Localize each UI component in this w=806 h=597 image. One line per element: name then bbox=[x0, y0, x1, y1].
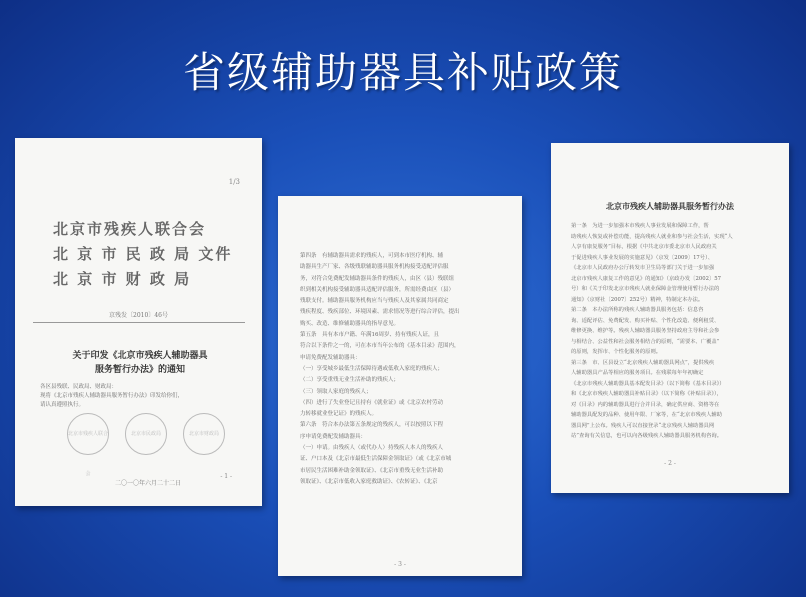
body-line: 力转移就业登记证》的残疾人。 bbox=[300, 411, 378, 418]
issue-date: 二〇一〇年六月二十二日 bbox=[115, 480, 182, 487]
body-line: 请认真遵照执行。 bbox=[40, 402, 85, 408]
body-line: 辅助器具配发的品种、使用年限、厂家等，在“北京市残疾人辅助 bbox=[571, 412, 723, 418]
body-line: 织到相关机构接受辅助器具适配评估服务，所需经费由区（县） bbox=[300, 286, 455, 293]
header-divider bbox=[33, 322, 245, 323]
body-line: 序申请免费配发辅助器具： bbox=[300, 433, 367, 440]
body-line: 各区县残联、民政局、财政局： bbox=[40, 384, 118, 390]
body-line: （四）进行了失业登记且持有《就业证》或《北京农村劳动 bbox=[300, 399, 444, 406]
body-line: （二）享受重残无业生活补助的残疾人； bbox=[300, 377, 400, 384]
document-number: 京残发〔2010〕46号 bbox=[109, 312, 168, 319]
body-line: （一）享受城乡最低生活保障待遇或低收入家庭的残疾人； bbox=[300, 365, 444, 372]
page-body bbox=[300, 251, 505, 488]
body-line: 符合以下条件之一的，可在本市当年公布的《基本目录》范围内， bbox=[300, 343, 460, 350]
body-line: 对《目录》内的辅助器具进行合并目录，确定供应商、资格等在 bbox=[571, 401, 720, 408]
body-line: 助器具生产厂家、各级残联辅助器具服务机构接受适配评估服 bbox=[300, 264, 449, 271]
slide-title: 省级辅助器具补贴政策 bbox=[182, 48, 623, 97]
body-line: 维修更换、维护等。残疾人辅助器具服务坚持政府主导和社会参 bbox=[571, 328, 720, 334]
body-line: 助残疾人恢复或补偿功能，提高残疾人就业和参与社会生活，实现“人 bbox=[571, 233, 733, 240]
body-line: 市居民生活困难补助金领取证》、《北京市重残无业生活补助 bbox=[300, 467, 444, 474]
body-line: 务，对符合免费配发辅助器具条件的残疾人，由区（县）残联组 bbox=[300, 275, 455, 282]
body-line: 器具网”上公布。残疾人可以直接登录“北京残疾人辅助器具网 bbox=[571, 422, 715, 429]
page-body bbox=[571, 221, 771, 442]
page-number: - 2 - bbox=[664, 460, 676, 467]
issuer-line-3: 北 京 市 财 政 局 bbox=[53, 270, 192, 288]
body-line: （一）申请。由残疾人（或代办人）持残疾人本人的残疾人 bbox=[300, 445, 444, 452]
body-line: 人享有康复服务”目标，根据《中共北京市委北京市人民政府关 bbox=[571, 244, 717, 250]
regulation-page-2 bbox=[551, 143, 789, 493]
notice-body bbox=[40, 383, 240, 410]
body-line: 于促进残疾人事业发展的实施意见》（京发〔2009〕17号）、 bbox=[571, 254, 714, 261]
regulation-title: 北京市残疾人辅助器具服务暂行办法 bbox=[606, 201, 734, 211]
body-line: 第一条 为进一步加强本市残疾人事业发展和保障工作，帮 bbox=[571, 223, 709, 229]
body-line: 的原则，发挥市、个性化服务的原则。 bbox=[571, 349, 662, 355]
notice-title-line-1: 关于印发《北京市残疾人辅助器具 bbox=[72, 351, 208, 361]
body-line: 第三条 市、区县设立“北京残疾人辅助器具网点”，提供残疾 bbox=[571, 359, 715, 366]
body-line: 第四条 有辅助器具需求的残疾人，可到本市医疗机构、辅 bbox=[300, 253, 444, 259]
page-number: - 3 - bbox=[394, 561, 406, 568]
notice-document-page bbox=[15, 138, 262, 506]
body-line: 与相结合、公益性和社会服务相结合的原则，“需要本、广覆盖” bbox=[571, 338, 720, 345]
body-line: 第五条 具有本市户籍、年满16周岁、持有残疾人证，且 bbox=[300, 332, 440, 339]
issuer-line-2: 北 京 市 民 政 局 文件 bbox=[53, 245, 233, 263]
page-number: - 1 - bbox=[220, 473, 232, 480]
body-line: 申请免费配发辅助器具： bbox=[300, 354, 361, 361]
official-seal: 北京市财政局 bbox=[183, 413, 225, 455]
body-line: 北京市残疾人康复工作的意见》的通知》（京政办发〔2002〕57 bbox=[571, 275, 721, 282]
body-line: 《北京市人民政府办公厅转发市卫生局等部门关于进一步加强 bbox=[571, 265, 715, 271]
body-line: 第六条 符合本办法第五条规定的残疾人，可以按照以下程 bbox=[300, 422, 444, 429]
body-line: 站”查询有关信息，也可以向各级残疾人辅助器具服务机构咨询。 bbox=[571, 433, 723, 439]
body-line: 号）和《关于印发北京市残疾人就业保障金管理使用暂行办法的 bbox=[571, 286, 720, 292]
body-line: 残联支付。辅助器具服务机构应当与残疾人及其家属共同商定 bbox=[300, 298, 449, 305]
issuer-line-1: 北京市残疾人联合会 bbox=[53, 220, 207, 238]
body-line: 购买、改造、维修辅助器具的指导意见。 bbox=[300, 320, 400, 327]
body-line: 《北京市残疾人辅助器具基本配发目录》（以下简称《基本目录》） bbox=[571, 380, 725, 387]
regulation-page-3 bbox=[278, 196, 522, 576]
official-seal: 北京市民政局 bbox=[125, 413, 167, 455]
body-line: 第二条 本办法所称的残疾人辅助器具服务包括：信息咨 bbox=[571, 307, 704, 313]
body-line: 人辅助器具产品等相应的服务项目。在残联每年年初确定 bbox=[571, 370, 704, 376]
official-seal: 北京市残疾人联合会 bbox=[67, 413, 109, 455]
body-line: （三）领取人家庭的残疾人； bbox=[300, 388, 372, 395]
body-line: 询、适配评估、免费配发、购买补贴、个性化改造、便利租赁、 bbox=[571, 317, 720, 324]
body-line: 通知》（京财社〔2007〕252号）精神，特制定本办法。 bbox=[571, 296, 704, 303]
body-line: 残疾程度、残疾部位、环境因素、需求情况等进行综合评估，提出 bbox=[300, 309, 460, 316]
notice-title-line-2: 服务暂行办法》的通知 bbox=[94, 365, 185, 375]
body-line: 证、户口本及《北京市最低生活保障金领取证》（或《北京市城 bbox=[300, 456, 452, 463]
body-line: 现将《北京市残疾人辅助器具服务暂行办法》印发给你们， bbox=[40, 393, 184, 399]
corner-mark: 1/3 bbox=[228, 178, 240, 186]
body-line: 和《北京市残疾人辅助器具补贴目录》（以下简称《补贴目录》）， bbox=[571, 391, 722, 397]
body-line: 领取证》、《北京市低收入家庭救助证》、《农转证》、《北京 bbox=[300, 478, 438, 485]
